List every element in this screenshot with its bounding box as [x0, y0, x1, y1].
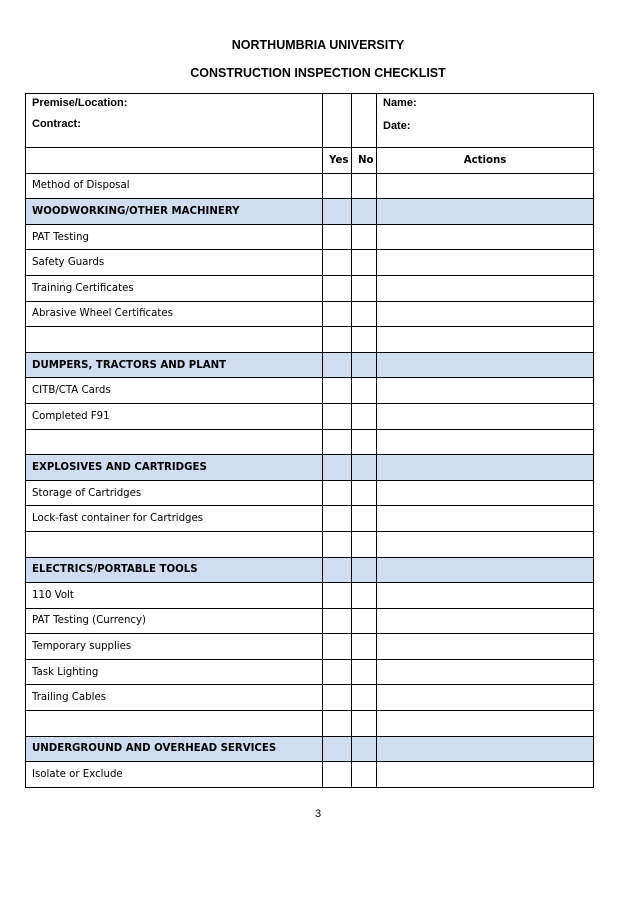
section-header-row [26, 557, 594, 583]
university-name: NORTHUMBRIA UNIVERSITY [231, 38, 405, 52]
no-checkbox-cell[interactable] [352, 608, 377, 634]
section-actions-cell [377, 736, 594, 762]
column-header-no: No [352, 148, 377, 174]
yes-checkbox-cell[interactable] [323, 634, 352, 660]
info-row [26, 94, 594, 148]
section-yes-checkbox-cell [323, 455, 352, 481]
yes-checkbox-cell[interactable] [323, 327, 352, 353]
yes-checkbox-cell[interactable] [323, 583, 352, 609]
checklist-row [26, 378, 594, 404]
actions-cell[interactable] [377, 250, 594, 276]
section-title: EXPLOSIVES AND CARTRIDGES [26, 455, 323, 481]
yes-checkbox-cell[interactable] [323, 608, 352, 634]
checklist-row [26, 762, 594, 788]
section-title: UNDERGROUND AND OVERHEAD SERVICES [26, 736, 323, 762]
checklist-item-label: 110 Volt [26, 583, 323, 609]
actions-cell[interactable] [377, 378, 594, 404]
contract-label: Contract: [32, 118, 81, 130]
yes-checkbox-cell[interactable] [323, 762, 352, 788]
checklist-row [26, 608, 594, 634]
actions-cell[interactable] [377, 403, 594, 429]
column-header-row [26, 148, 594, 174]
no-checkbox-cell[interactable] [352, 250, 377, 276]
checklist-item-label: Method of Disposal [26, 173, 323, 199]
checklist-row [26, 531, 594, 557]
checklist-row [26, 429, 594, 455]
actions-cell[interactable] [377, 711, 594, 737]
checklist-item-label: Task Lighting [26, 659, 323, 685]
no-checkbox-cell[interactable] [352, 301, 377, 327]
no-checkbox-cell[interactable] [352, 429, 377, 455]
section-actions-cell [377, 557, 594, 583]
no-checkbox-cell[interactable] [352, 685, 377, 711]
no-checkbox-cell[interactable] [352, 327, 377, 353]
section-no-checkbox-cell [352, 557, 377, 583]
column-header-item [26, 148, 323, 174]
section-no-checkbox-cell [352, 352, 377, 378]
actions-cell[interactable] [377, 173, 594, 199]
yes-checkbox-cell[interactable] [323, 429, 352, 455]
checklist-item-label: Abrasive Wheel Certificates [26, 301, 323, 327]
yes-checkbox-cell[interactable] [323, 531, 352, 557]
checklist-row [26, 685, 594, 711]
yes-checkbox-cell[interactable] [323, 173, 352, 199]
checklist-row [26, 173, 594, 199]
name-date-cell[interactable] [377, 94, 594, 148]
actions-cell[interactable] [377, 531, 594, 557]
checklist-item-label: Isolate or Exclude [26, 762, 323, 788]
no-checkbox-cell[interactable] [352, 378, 377, 404]
actions-cell[interactable] [377, 685, 594, 711]
actions-cell[interactable] [377, 301, 594, 327]
name-label: Name: [383, 97, 417, 109]
section-title: WOODWORKING/OTHER MACHINERY [26, 199, 323, 225]
yes-checkbox-cell[interactable] [323, 250, 352, 276]
checklist-row [26, 659, 594, 685]
date-label: Date: [383, 120, 411, 132]
checklist-row [26, 634, 594, 660]
no-checkbox-cell[interactable] [352, 583, 377, 609]
checklist-row [26, 327, 594, 353]
checklist-row [26, 403, 594, 429]
yes-checkbox-cell[interactable] [323, 378, 352, 404]
checklist-item-label [26, 531, 323, 557]
section-yes-checkbox-cell [323, 557, 352, 583]
checklist-item-label: PAT Testing [26, 224, 323, 250]
actions-cell[interactable] [377, 429, 594, 455]
checklist-row [26, 275, 594, 301]
checklist-item-label: Trailing Cables [26, 685, 323, 711]
actions-cell[interactable] [377, 659, 594, 685]
no-checkbox-cell[interactable] [352, 531, 377, 557]
no-checkbox-cell[interactable] [352, 173, 377, 199]
section-actions-cell [377, 199, 594, 225]
checklist-row [26, 583, 594, 609]
checklist-item-label: Storage of Cartridges [26, 480, 323, 506]
no-checkbox-cell[interactable] [352, 506, 377, 532]
checklist-item-label: CITB/CTA Cards [26, 378, 323, 404]
checklist-item-label [26, 711, 323, 737]
no-checkbox-cell[interactable] [352, 403, 377, 429]
checklist-table [25, 93, 594, 788]
checklist-row [26, 480, 594, 506]
no-checkbox-cell[interactable] [352, 224, 377, 250]
yes-checkbox-cell[interactable] [323, 275, 352, 301]
section-title: DUMPERS, TRACTORS AND PLANT [26, 352, 323, 378]
section-actions-cell [377, 352, 594, 378]
checklist-item-label: Safety Guards [26, 250, 323, 276]
page-number: 3 [314, 808, 322, 820]
yes-checkbox-cell[interactable] [323, 685, 352, 711]
premise-label: Premise/Location: [32, 97, 128, 109]
section-header-row [26, 199, 594, 225]
checklist-title: CONSTRUCTION INSPECTION CHECKLIST [190, 66, 446, 80]
no-checkbox-cell[interactable] [352, 762, 377, 788]
actions-cell[interactable] [377, 275, 594, 301]
actions-cell[interactable] [377, 634, 594, 660]
checklist-row [26, 711, 594, 737]
checklist-row [26, 250, 594, 276]
checklist-item-label: Lock-fast container for Cartridges [26, 506, 323, 532]
section-yes-checkbox-cell [323, 199, 352, 225]
checklist-item-label: Temporary supplies [26, 634, 323, 660]
section-actions-cell [377, 455, 594, 481]
checklist-item-label [26, 327, 323, 353]
no-checkbox-cell[interactable] [352, 659, 377, 685]
actions-cell[interactable] [377, 480, 594, 506]
checklist-row [26, 301, 594, 327]
checklist-row [26, 506, 594, 532]
actions-cell[interactable] [377, 506, 594, 532]
no-checkbox-cell[interactable] [352, 480, 377, 506]
actions-cell[interactable] [377, 583, 594, 609]
premise-contract-cell[interactable] [26, 94, 323, 148]
yes-checkbox-cell[interactable] [323, 506, 352, 532]
section-header-row [26, 736, 594, 762]
section-yes-checkbox-cell [323, 736, 352, 762]
no-checkbox-cell[interactable] [352, 634, 377, 660]
section-title: ELECTRICS/PORTABLE TOOLS [26, 557, 323, 583]
info-no-cell [352, 94, 377, 148]
section-no-checkbox-cell [352, 736, 377, 762]
section-header-row [26, 352, 594, 378]
yes-checkbox-cell[interactable] [323, 224, 352, 250]
actions-cell[interactable] [377, 608, 594, 634]
actions-cell[interactable] [377, 762, 594, 788]
no-checkbox-cell[interactable] [352, 711, 377, 737]
info-yes-cell [323, 94, 352, 148]
actions-cell[interactable] [377, 327, 594, 353]
checklist-row [26, 224, 594, 250]
column-header-yes: Yes [323, 148, 352, 174]
yes-checkbox-cell[interactable] [323, 403, 352, 429]
section-no-checkbox-cell [352, 455, 377, 481]
column-header-actions: Actions [377, 148, 594, 174]
checklist-item-label: PAT Testing (Currency) [26, 608, 323, 634]
yes-checkbox-cell[interactable] [323, 480, 352, 506]
checklist-item-label [26, 429, 323, 455]
section-header-row [26, 455, 594, 481]
checklist-item-label: Completed F91 [26, 403, 323, 429]
yes-checkbox-cell[interactable] [323, 301, 352, 327]
section-no-checkbox-cell [352, 199, 377, 225]
yes-checkbox-cell[interactable] [323, 659, 352, 685]
actions-cell[interactable] [377, 224, 594, 250]
no-checkbox-cell[interactable] [352, 275, 377, 301]
checklist-item-label: Training Certificates [26, 275, 323, 301]
section-yes-checkbox-cell [323, 352, 352, 378]
yes-checkbox-cell[interactable] [323, 711, 352, 737]
